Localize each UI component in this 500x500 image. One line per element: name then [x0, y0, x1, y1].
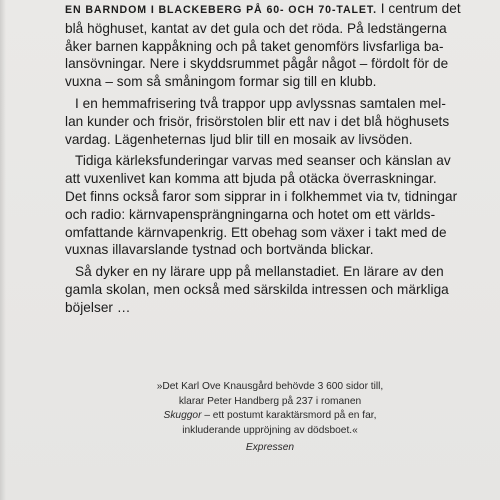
quote-line: klarar Peter Handberg på 237 i romanen	[178, 395, 362, 407]
quote-source: Expressen	[245, 442, 295, 454]
paragraph-line: vardag. Lägenheternas ljud blir till en mosaik av livsöden.	[65, 131, 413, 147]
description-text	[65, 0, 470, 321]
paragraph-1	[65, 0, 470, 91]
paragraph-line: vuxna – som så småningom formar sig till en klubb.	[65, 74, 377, 90]
paragraph-line: lan kunder och frisör, frisörstolen blir ett nav i det blå höghusets	[65, 113, 450, 129]
paragraph-2	[65, 95, 470, 148]
paragraph-line: Det finns också faror som sipprar in i folkhemmet via tv, tidningar	[65, 188, 458, 204]
paragraph-line: I en hemmafrisering två trappor upp avlyssnas samtalen mel-	[75, 95, 446, 111]
lead-in: EN BARNDOM I BLACKEBERG PÅ 60- OCH 70-TALET.	[65, 4, 377, 16]
paragraph-4	[65, 263, 470, 316]
paragraph-line: Så dyker en ny lärare upp på mellanstadiet. En lärare av den	[75, 264, 444, 280]
quote-line: Skuggor – ett postumt karaktärsmord på en far,	[163, 410, 377, 422]
page-edge-shadow	[0, 0, 6, 500]
paragraph-line: vuxnas illavarslande tystnad och bortvända blickar.	[65, 242, 374, 258]
paragraph-3	[65, 152, 470, 259]
paragraph-line: att vuxenlivet kan komma att bjuda på otäcka överraskningar.	[65, 171, 437, 187]
paragraph-line: Tidiga kärleksfunderingar varvas med seanser och känslan av	[75, 153, 451, 169]
quote-line: inkluderande uppröjning av dödsboet.«	[182, 424, 358, 436]
press-quote	[70, 380, 470, 456]
paragraph-line: EN BARNDOM I BLACKEBERG PÅ 60- OCH 70-TALET. I centrum det	[65, 1, 461, 16]
paragraph-line: böjelser …	[65, 299, 131, 315]
paragraph-line: lansövningar. Nere i skyddsrummet pågår något – fördolt för de	[65, 56, 449, 72]
paragraph-line: blå höghuset, kantat av det gula och det röda. På ledstängerna	[65, 20, 447, 36]
paragraph-line: gamla skolan, men också med särskilda intressen och märkliga	[65, 281, 449, 297]
paragraph-line: omfattande kärnvapenkrig. Ett obehag som växer i takt med de	[65, 224, 447, 240]
paragraph-line: och radio: kärnvapensprängningarna och hotet om ett världs-	[65, 206, 436, 222]
paragraph-line: åker barnen kappåkning och på taket genomförs livsfarliga ba-	[65, 38, 444, 54]
quoted-book-title: Skuggor	[163, 410, 202, 422]
quote-line: »Det Karl Ove Knausgård behövde 3 600 sidor till,	[156, 381, 384, 392]
